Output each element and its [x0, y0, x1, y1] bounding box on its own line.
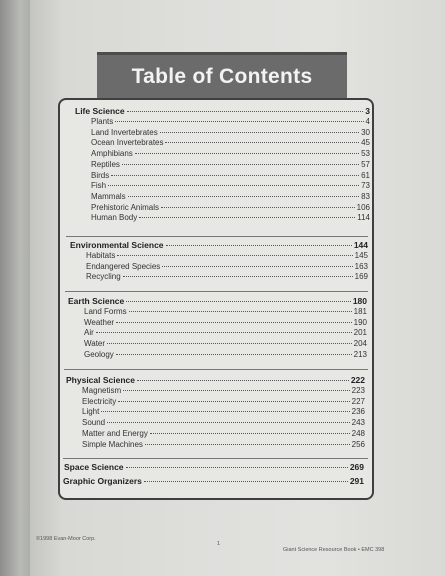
item-water-entry: [84, 339, 367, 348]
page-title: Table of Contents: [131, 65, 313, 88]
dot-leader: [129, 311, 352, 312]
item-human-body-entry: [91, 213, 370, 222]
item-human-body-page-number: 114: [357, 213, 370, 223]
item-endangered-species-label: Endangered Species: [86, 261, 161, 271]
item-human-body-label: Human Body: [91, 213, 138, 223]
item-air-page-number: 201: [353, 328, 367, 338]
category-earth-science-label: Earth Science: [68, 296, 125, 306]
item-habitats-page-number: 145: [354, 251, 368, 260]
title-banner: [97, 52, 347, 102]
category-life-science-page-number: 3: [365, 106, 370, 116]
category-graphic-organizers-entry: [63, 476, 364, 486]
dot-leader: [126, 467, 348, 468]
item-endangered-species-entry: [86, 262, 368, 271]
category-earth-science-page-number: 180: [352, 296, 367, 306]
item-amphibians-entry: [91, 149, 370, 158]
item-magnetism-label: Magnetism: [82, 386, 122, 395]
item-amphibians-page-number: 53: [361, 149, 370, 159]
category-life-science-label: Life Science: [75, 106, 125, 116]
item-matter-and-energy-entry: [82, 429, 365, 438]
item-magnetism-page-number: 223: [351, 386, 365, 395]
item-fish-entry: [91, 181, 370, 190]
dot-leader: [111, 175, 359, 176]
category-graphic-organizers-label: Graphic Organizers: [63, 476, 142, 486]
item-birds-label: Birds: [91, 170, 110, 180]
item-simple-machines-entry: [82, 440, 365, 449]
item-amphibians-label: Amphibians: [91, 149, 133, 159]
item-water-label: Water: [84, 339, 106, 349]
item-geology-label: Geology: [84, 349, 114, 359]
item-ocean-invertebrates-label: Ocean Invertebrates: [91, 138, 164, 148]
item-air-entry: [84, 328, 367, 337]
dot-leader: [139, 217, 355, 218]
item-mammals-label: Mammals: [91, 191, 126, 201]
item-geology-entry: [84, 350, 367, 359]
section-divider: [65, 291, 368, 292]
dot-leader: [150, 433, 350, 434]
dot-leader: [118, 401, 349, 402]
item-reptiles-entry: [91, 160, 370, 169]
dot-leader: [144, 481, 348, 482]
item-light-page-number: 236: [351, 407, 365, 417]
item-electricity-label: Electricity: [82, 396, 117, 406]
section-divider: [63, 458, 368, 459]
category-physical-science-page-number: 222: [350, 375, 365, 385]
item-sound-entry: [82, 418, 365, 427]
item-plants-page-number: 4: [365, 117, 370, 126]
category-physical-science-label: Physical Science: [66, 375, 135, 385]
item-reptiles-page-number: 57: [361, 159, 370, 169]
dot-leader: [128, 196, 359, 197]
item-weather-label: Weather: [84, 317, 115, 327]
category-space-science-page-number: 269: [349, 462, 364, 472]
dot-leader: [108, 185, 359, 186]
item-sound-label: Sound: [82, 418, 106, 428]
item-magnetism-entry: [82, 386, 365, 395]
dot-leader: [123, 390, 350, 391]
dot-leader: [126, 301, 351, 302]
dot-leader: [135, 153, 359, 154]
dot-leader: [116, 354, 352, 355]
item-electricity-page-number: 227: [351, 396, 365, 406]
category-space-science-entry: [64, 462, 364, 472]
item-habitats-label: Habitats: [86, 251, 116, 260]
dot-leader: [161, 207, 355, 208]
dot-leader: [160, 132, 359, 133]
category-environmental-science-label: Environmental Science: [70, 240, 164, 250]
dot-leader: [107, 343, 352, 344]
item-recycling-entry: [86, 272, 368, 281]
dot-leader: [117, 255, 352, 256]
item-prehistoric-animals-page-number: 106: [356, 202, 370, 212]
item-plants-label: Plants: [91, 117, 114, 126]
item-light-entry: [82, 407, 365, 416]
dot-leader: [123, 276, 353, 277]
dot-leader: [116, 322, 352, 323]
category-life-science-entry: [75, 106, 370, 116]
item-geology-page-number: 213: [353, 349, 367, 359]
dot-leader: [127, 111, 364, 112]
dot-leader: [122, 164, 359, 165]
dot-leader: [115, 121, 363, 122]
dot-leader: [96, 332, 352, 333]
item-birds-entry: [91, 171, 370, 180]
item-electricity-entry: [82, 397, 365, 406]
item-sound-page-number: 243: [351, 418, 365, 428]
item-land-forms-label: Land Forms: [84, 307, 127, 316]
item-mammals-page-number: 83: [361, 191, 370, 201]
book-footer: Giant Science Resource Book • EMC 398: [283, 547, 385, 553]
item-land-invertebrates-page-number: 30: [361, 127, 370, 137]
item-air-label: Air: [84, 328, 94, 338]
item-recycling-page-number: 169: [354, 272, 368, 282]
dot-leader: [162, 266, 352, 267]
item-reptiles-label: Reptiles: [91, 159, 120, 169]
category-graphic-organizers-page-number: 291: [349, 476, 364, 486]
item-recycling-label: Recycling: [86, 272, 121, 282]
item-ocean-invertebrates-entry: [91, 138, 370, 147]
copyright-footer: ©1998 Evan-Moor Corp.: [36, 536, 96, 542]
category-physical-science-entry: [66, 375, 365, 385]
dot-leader: [101, 411, 349, 412]
item-habitats-entry: [86, 251, 368, 260]
item-weather-entry: [84, 318, 367, 327]
item-weather-page-number: 190: [353, 317, 367, 327]
item-birds-page-number: 61: [361, 170, 370, 180]
item-matter-and-energy-page-number: 248: [351, 428, 365, 438]
item-simple-machines-label: Simple Machines: [82, 439, 143, 449]
item-matter-and-energy-label: Matter and Energy: [82, 428, 148, 438]
item-land-forms-page-number: 181: [353, 307, 367, 316]
item-mammals-entry: [91, 192, 370, 201]
item-light-label: Light: [82, 407, 100, 417]
item-prehistoric-animals-entry: [91, 203, 370, 212]
category-earth-science-entry: [68, 296, 367, 306]
item-prehistoric-animals-label: Prehistoric Animals: [91, 202, 160, 212]
item-land-invertebrates-label: Land Invertebrates: [91, 127, 158, 137]
page-number: 1: [217, 541, 221, 547]
category-environmental-science-entry: [70, 240, 368, 250]
item-land-invertebrates-entry: [91, 128, 370, 137]
section-divider: [64, 369, 368, 370]
category-space-science-label: Space Science: [64, 462, 124, 472]
item-ocean-invertebrates-page-number: 45: [361, 138, 370, 148]
dot-leader: [145, 444, 350, 445]
section-divider: [66, 236, 368, 237]
item-fish-label: Fish: [91, 181, 107, 191]
dot-leader: [107, 422, 350, 423]
item-plants-entry: [91, 117, 370, 126]
item-endangered-species-page-number: 163: [354, 261, 368, 271]
category-environmental-science-page-number: 144: [353, 240, 368, 250]
item-simple-machines-page-number: 256: [351, 439, 365, 449]
item-land-forms-entry: [84, 307, 367, 316]
item-fish-page-number: 73: [361, 181, 370, 191]
dot-leader: [137, 380, 349, 381]
item-water-page-number: 204: [353, 339, 367, 349]
dot-leader: [165, 142, 359, 143]
previous-page-edge: [0, 0, 34, 576]
dot-leader: [166, 245, 352, 246]
